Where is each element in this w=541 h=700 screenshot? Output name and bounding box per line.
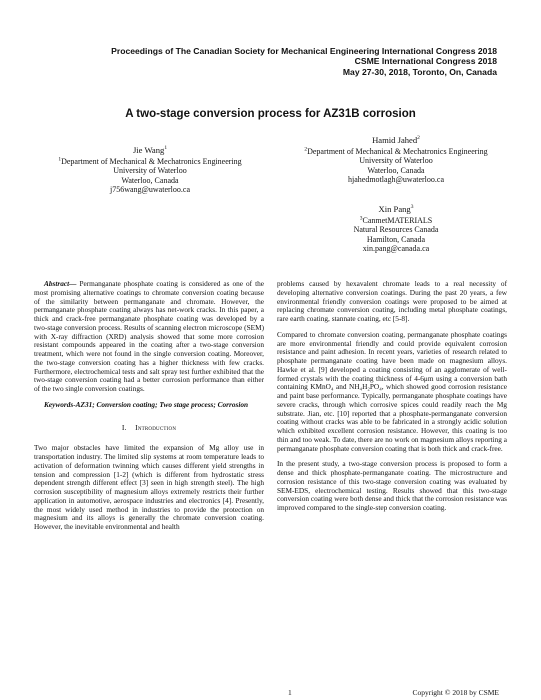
right-column [277,280,507,520]
author-name: Jie Wang$^1$ [132,145,168,155]
author-name: Hamid Jahed$^2$ [372,135,420,145]
author-block [30,146,270,195]
section-heading [34,424,264,433]
body-paragraph: In the present study, a two-stage conversion process is proposed to form a dense and thick phosphate-permanganate coating. The microstructure and corrosion resistance of this two-stage conversion coating was evaluated by SEM-EDS, electrochemical testing. Results showed that this two-stage conversion coating were both dense and thick that the corrosion resistance was improved compared to the single-step conversion coating. [277,459,507,512]
proceedings-line: CSME International Congress 2018 [354,56,497,67]
author-block [276,136,516,185]
paper-title: A two-stage conversion process for AZ31B corrosion [125,108,416,120]
author-affiliation: $^3$CanmetMATERIALS [359,214,433,225]
abstract-label: Abstract— [44,279,77,288]
author-affiliation: $^1$Department of Mechanical & Mechatronics Engineering [58,155,242,166]
author-email: xin.pang@canada.ca [362,244,430,254]
abstract [34,280,264,394]
author-line: Hamilton, Canada [366,234,426,244]
proceedings-line: Proceedings of The Canadian Society for Mechanical Engineering International Congress 2018 [111,46,497,56]
left-column [34,280,264,539]
proceedings-header [77,46,497,77]
body-paragraph: Two major obstacles have limited the expansion of Mg alloy use in transportation industry. The limited slip systems at room temperature leads to activation of deformation twinning which causes different yield strengths in tension and compression [1-2] (which is different from hydrostatic stress dependent strength different effect [3] seen in high strength steel). The high corrosion susceptibility of magnesium alloys extremely restricts their further application in automotive, aerospace industries and electronics [4]. Presently, the most widely used method in industries to provide the protection on magnesium and its alloys is generally the chromate conversion coating. However, the inevitable environmental and health [34,443,264,531]
author-line: Waterloo, Canada [121,175,179,185]
author-name: Xin Pang$^3$ [378,204,414,214]
body-paragraph: problems caused by hexavalent chromate leads to a real necessity of developing alternative conversion coatings. During the past 20 years, a few environmental friendly conversion coatings were proposed to be aimed at replacing chromate conversion coating, including metal phosphate coatings, rare earth coating, stannate coating, etc [5-8]. [277,279,507,323]
author-line: Waterloo, Canada [367,165,425,175]
author-line: Natural Resources Canada [353,225,439,235]
body-paragraph: Compared to chromate conversion coating, permanganate phosphate coatings are more environmental friendly and could provide equivalent corrosion resistance and paint adhesion. In recent years, varieties of research related to phosphate permanganate coating have been made on magnesium alloys. Hawke et al. [9] developed a coating consisting of an agglomerate of well-formed crystals with the coating thickness of 4-6μm using a conversion bath containing KMnO₄ and NH₄H₂PO₄, which showed good corrosion resistance and paint base performance. Typically, permanganate phosphate coatings have severe cracks, through which corrosive spices could readily reach the Mg substrate. Jian, etc. [10] reported that a phosphate-permanganate conversion coating without cracks was able to be fabricated in a strongly acidic solution which exhibited excellent corrosion resistance. However, this coating is too thin and too weak. To date, there are no work on magnesium alloys reporting a permanganate phosphate conversion coating that is both thick and crack-free. [277,329,507,453]
author-affiliation: $^2$Department of Mechanical & Mechatronics Engineering [304,145,488,156]
proceedings-line: May 27-30, 2018, Toronto, On, Canada [342,66,497,77]
abstract-text: Permanganate phosphate coating is considered as one of the most promising alternative coatings to chromate conversion coating because of the similarity between permanganate and chromate. However, the permanganate phosphate coating always has net-work cracks. In this paper, a thick and crack-free permanganate phosphate coating was developed by a two-stage conversion process. Results of scanning electron microscope (SEM) with X-ray diffraction (XRD) analysis showed that some more corrosion resistant compounds appeared in the coating after a two-stage conversion treatment, which were not found in the single conversion coating. Moreover, the two-stage conversion coating has a higher thickness with few cracks. Furthermore, electrochemical tests and salt spray test further exhibited that the two-stage conversion coating had a better corrosion performance than either of the two single conversion coatings. [34,279,264,393]
page-number: 1 [288,688,292,697]
author-email: j756wang@uwaterloo.ca [109,185,190,195]
author-line: University of Waterloo [359,156,433,166]
author-line: University of Waterloo [113,166,187,176]
author-email: hjahedmotlagh@uwaterloo.ca [348,175,444,185]
section-number: I. [121,422,127,432]
keywords: Keywords-AZ31; Conversion coating; Two stage process; Corrosion [44,399,249,409]
author-block [276,205,516,254]
copyright-notice: Copyright © 2018 by CSME [412,688,499,697]
section-title: Introduction [135,422,177,432]
